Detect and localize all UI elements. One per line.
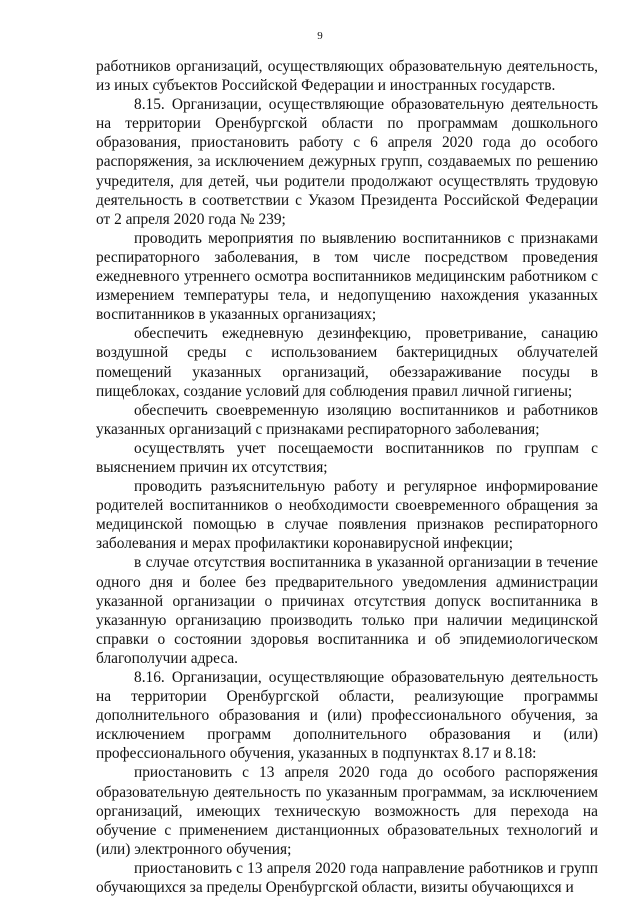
paragraph-continuation: работников организаций, осуществляющих образовательную деятельность, из иных субъектов Российской Федерации и иностранных государств. <box>96 58 598 95</box>
page-number: 9 <box>317 30 323 42</box>
paragraph-attendance: осуществлять учет посещаемости воспитанников по группам с выяснением причин их отсутствия; <box>96 439 598 476</box>
paragraph-8-16: 8.16. Организации, осуществляющие образовательную деятельность на территории Оренбургской области, реализующие программы дополнительного образования и (или) профессионального обучения, за исключением программ дополнительного образования и (или) профессионального обучения, указанных в подпунктах 8.17 и 8.18: <box>96 669 598 763</box>
document-body <box>96 57 598 897</box>
paragraph-8-15: 8.15. Организации, осуществляющие образовательную деятельность на территории Оренбургской области по программам дошкольного образования, приостановить работу с 6 апреля 2020 года до особого распоряжения, за исключением дежурных групп, создаваемых по решению учредителя, для детей, чьи родители продолжают осуществлять трудовую деятельность в соответствии с Указом Президента Российской Федерации от 2 апреля 2020 года № 239; <box>96 96 598 228</box>
paragraph-isolation: обеспечить своевременную изоляцию воспитанников и работников указанных организаций с признаками респираторного заболевания; <box>96 401 598 438</box>
paragraph-disinfection: обеспечить ежедневную дезинфекцию, проветривание, санацию воздушной среды с использованием бактерицидных облучателей помещений указанных организаций, обеззараживание посуды в пищеблоках, создание условий для соблюдения правил личной гигиены; <box>96 325 598 400</box>
paragraph-suspend-travel: приостановить с 13 апреля 2020 года направление работников и групп обучающихся за пределы Оренбургской области, визиты обучающихся и <box>96 859 598 897</box>
paragraph-detection-measures: проводить мероприятия по выявлению воспитанников с признаками респираторного заболевания, в том числе посредством проведения ежедневного утреннего осмотра воспитанников медицинским работником с измерением температуры тела, и недопущению нахождения указанных воспитанников в указанных организациях; <box>96 229 598 324</box>
paragraph-absence-admission: в случае отсутствия воспитанника в указанной организации в течение одного дня и более без предварительного уведомления администрации указанной организации о причинах отсутствия допуск воспитанника в указанную организацию производить только при наличии медицинской справки о состоянии здоровья воспитанника и об эпидемиологическом благополучии адреса. <box>96 554 598 667</box>
paragraph-information: проводить разъяснительную работу и регулярное информирование родителей воспитанников о необходимости своевременного обращения за медицинской помощью в случае появления признаков респираторного заболевания и мерах профилактики коронавирусной инфекции; <box>96 478 598 553</box>
paragraph-suspend-education: приостановить с 13 апреля 2020 года до особого распоряжения образовательную деятельность по указанным программам, за исключением организаций, имеющих техническую возможность для перехода на обучение с применением дистанционных образовательных технологий и (или) электронного обучения; <box>96 764 598 858</box>
